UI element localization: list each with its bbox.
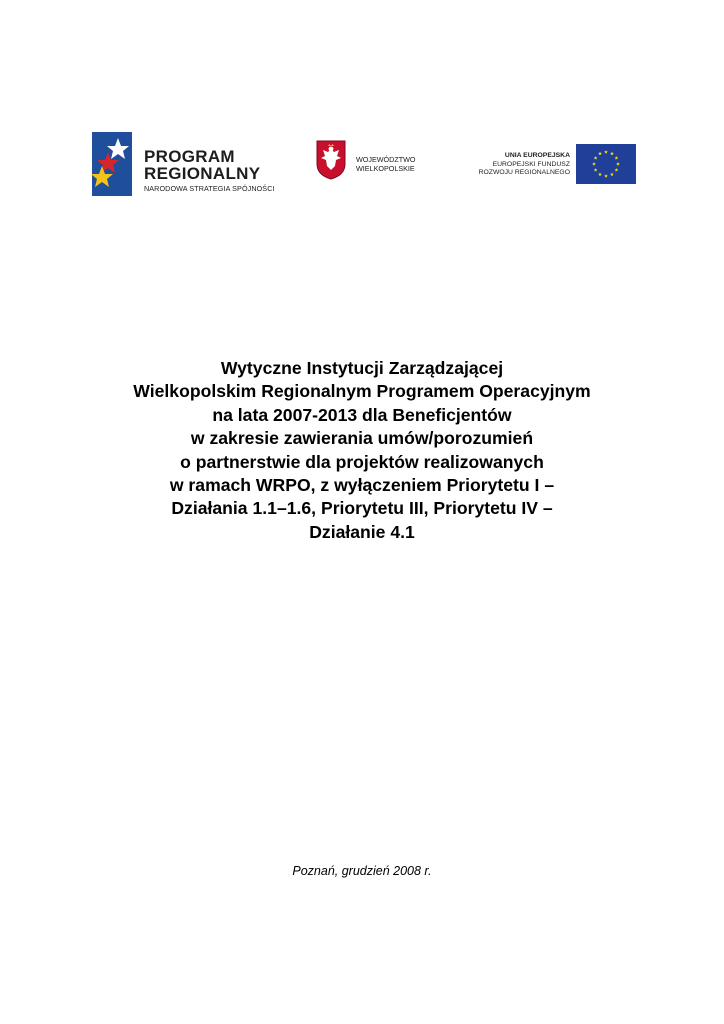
title-line: Działanie 4.1 bbox=[309, 521, 415, 542]
title-line: w ramach WRPO, z wyłączeniem Priorytetu I – bbox=[169, 475, 555, 496]
title-line: Wytyczne Instytucji Zarządzającej bbox=[220, 358, 504, 378]
title-line: Wielkopolskim Regionalnym Programem Operacyjnym bbox=[133, 381, 591, 402]
title-line: na lata 2007-2013 dla Beneficjentów bbox=[212, 404, 512, 425]
wojewodztwo-logo bbox=[316, 140, 436, 190]
place-date: Poznań, grudzień 2008 r. bbox=[292, 864, 432, 878]
logo-strip bbox=[88, 128, 636, 200]
wojewodztwo-label: WOJEWÓDZTWO bbox=[356, 155, 416, 164]
program-regionalny-logo bbox=[92, 130, 292, 198]
eagle-shield-icon bbox=[316, 140, 346, 180]
eu-flag-icon bbox=[576, 144, 636, 184]
title-line: Działania 1.1–1.6, Priorytetu III, Priorytetu IV – bbox=[171, 498, 553, 519]
wielkopolskie-label: WIELKOPOLSKIE bbox=[356, 164, 415, 173]
eu-fund-label-2: ROZWOJU REGIONALNEGO bbox=[478, 169, 570, 176]
document-title bbox=[60, 357, 664, 544]
eu-logo bbox=[452, 142, 636, 186]
program-regionalny-mark-icon bbox=[92, 132, 132, 196]
program-label: PROGRAM bbox=[144, 147, 235, 166]
eu-union-label: UNIA EUROPEJSKA bbox=[504, 152, 570, 159]
title-line: w zakresie zawierania umów/porozumień bbox=[190, 428, 534, 449]
strategy-label: NARODOWA STRATEGIA SPÓJNOŚCI bbox=[144, 184, 275, 193]
title-line: o partnerstwie dla projektów realizowanych bbox=[180, 451, 544, 472]
eu-fund-label: EUROPEJSKI FUNDUSZ bbox=[492, 160, 570, 168]
regionalny-label: REGIONALNY bbox=[144, 164, 261, 183]
